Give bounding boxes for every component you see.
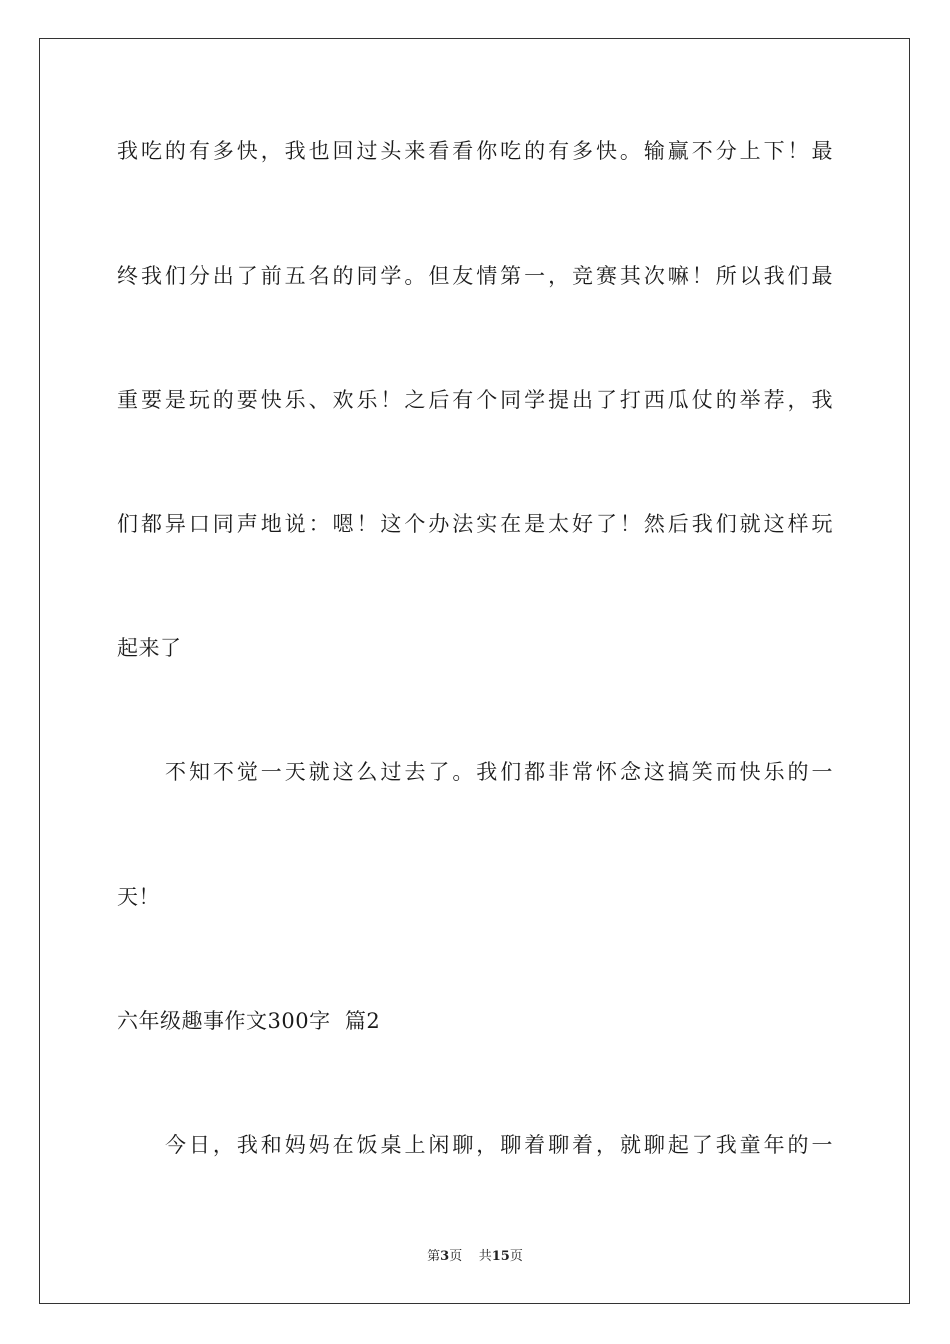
body-text-line: 起来了 [117,636,182,660]
section-heading: 六年级趣事作文300字 篇2 [117,1009,381,1033]
page-border [39,38,910,1304]
body-text-line: 重要是玩的要快乐、欢乐！之后有个同学提出了打西瓜仗的举荐，我 [117,388,833,412]
footer-total-number: 15 [491,1249,510,1264]
body-text-line: 终我们分出了前五名的同学。但友情第一，竞赛其次嘛！所以我们最 [117,264,833,288]
page-footer [0,1247,950,1267]
footer-page-number: 3 [440,1249,450,1264]
paragraph-first-line: 不知不觉一天就这么过去了。我们都非常怀念这搞笑而快乐的一 [165,760,833,784]
paragraph-first-line: 今日，我和妈妈在饭桌上闲聊，聊着聊着，就聊起了我童年的一 [165,1133,833,1157]
footer-total-suffix: 页 [509,1249,523,1264]
footer-total-prefix: 共 [478,1249,492,1264]
footer-page-suffix: 页 [449,1249,463,1264]
body-text-line: 我吃的有多快，我也回过头来看看你吃的有多快。输赢不分上下！最 [117,139,833,163]
footer-page-prefix: 第 [427,1249,441,1264]
body-text-line: 天！ [117,885,160,909]
body-text-line: 们都异口同声地说：嗯！这个办法实在是太好了！然后我们就这样玩 [117,512,833,536]
